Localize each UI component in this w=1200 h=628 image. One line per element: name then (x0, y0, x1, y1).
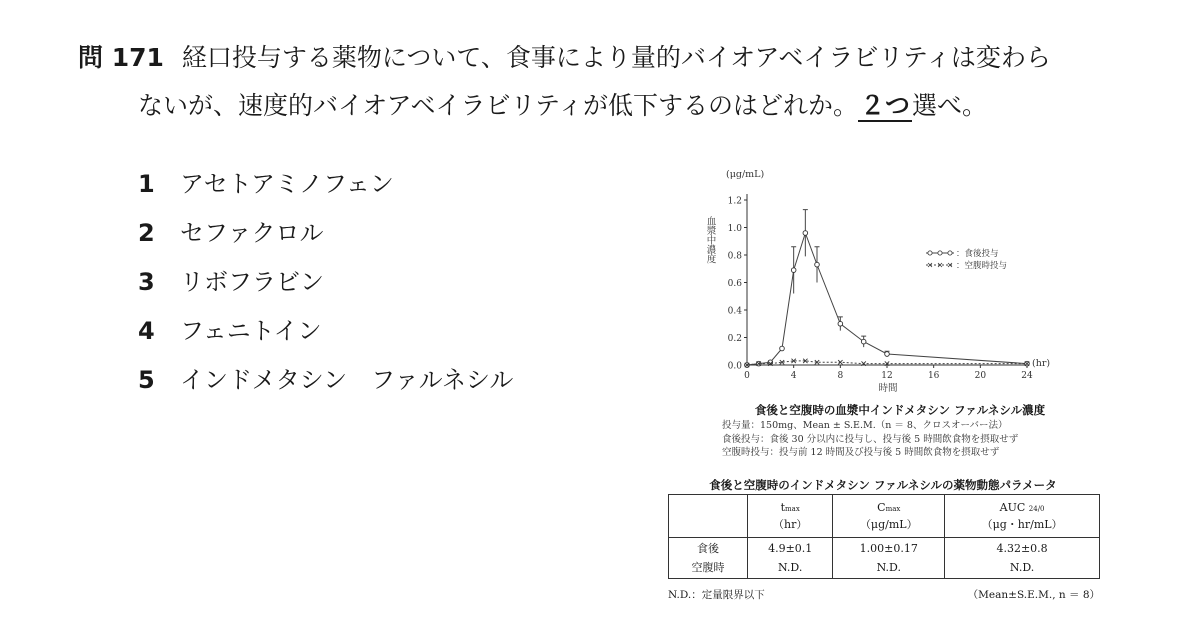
x-tick-label: 16 (927, 371, 940, 381)
header-tmax-sub: max (785, 504, 800, 513)
header-tmax-unit: （hr） (773, 517, 808, 531)
pk-parameter-table (668, 494, 1100, 579)
cell-auc-fasted: N.D. (1009, 561, 1035, 574)
fed-data-point (815, 262, 820, 267)
x-tick-label: 24 (1021, 371, 1033, 381)
question-text-1: 経口投与する薬物について、食事により量的バイオアベイラビリティは変わら (181, 43, 1051, 72)
cell-cmax (833, 538, 945, 579)
cell-tmax-fasted: N.D. (778, 561, 803, 574)
option-number: 2 (138, 219, 155, 247)
table-title: 食後と空腹時のインドメタシン ファルネシルの薬物動態パラメータ (709, 478, 1057, 492)
cell-cmax-fasted: N.D. (876, 561, 901, 574)
x-tick-label: 0 (744, 371, 750, 381)
header-tmax (748, 495, 833, 538)
header-auc-sub: 24/0 (1028, 504, 1045, 513)
option-number: 3 (138, 268, 155, 296)
legend-label-fasted: ：空腹時投与 (956, 261, 1008, 271)
chart-y-label: 血漿中濃度 (704, 216, 716, 264)
header-cmax-sub: max (885, 504, 901, 513)
x-tick-label: 12 (881, 371, 893, 381)
answer-options (138, 160, 513, 405)
fed-data-point (791, 268, 796, 273)
y-tick-label: 0.4 (727, 306, 742, 317)
option-1[interactable] (138, 160, 513, 209)
option-number: 4 (138, 317, 155, 345)
header-auc-main: AUC (999, 500, 1026, 514)
row-label-fasted-text: 空腹時 (691, 561, 725, 574)
cell-auc (945, 538, 1100, 579)
cell-cmax-fed: 1.00±0.17 (859, 542, 918, 555)
question-text-2: ないが、速度的バイオアベイラビリティが低下するのはどれか。 (138, 91, 859, 120)
y-tick-label: 1.0 (727, 224, 742, 234)
concentration-chart (690, 160, 1110, 400)
option-3[interactable] (138, 258, 513, 307)
y-tick-label: 0.0 (727, 361, 742, 372)
y-tick-label: 0.8 (727, 251, 742, 262)
note-fasted: 空腹時投与：投与前 12 時間及び投与後 5 時間飲食物を摂取せず (722, 447, 1000, 458)
note-dose: 投与量：150mg、Mean ± S.E.M.（n ＝ 8、クロスオーバー法） (722, 420, 1008, 431)
legend-marker (948, 251, 952, 255)
header-cmax (833, 495, 945, 538)
question-text-3: 選べ。 (912, 91, 988, 120)
option-number: 5 (138, 366, 155, 394)
y-tick-label: 1.2 (727, 196, 742, 207)
table-row (669, 538, 1100, 579)
question-emphasis: ２つ (860, 91, 911, 120)
table-corner-cell (669, 495, 748, 538)
cell-tmax (748, 538, 833, 579)
x-tick-label: 8 (837, 371, 844, 381)
option-label: リボフラビン (180, 268, 324, 296)
header-tmax-main: t (780, 500, 786, 514)
cell-tmax-fed: 4.9±0.1 (768, 542, 813, 555)
option-number: 1 (138, 170, 155, 198)
y-tick-label: 0.2 (727, 334, 742, 344)
fed-data-point (885, 352, 890, 357)
x-tick-label: 4 (790, 371, 797, 381)
fed-data-point (780, 346, 785, 351)
question-line-1 (78, 36, 1051, 80)
question-number: 問 171 (78, 43, 164, 72)
x-tick-label: 20 (974, 371, 987, 381)
table-header-row (669, 495, 1100, 538)
option-label: アセトアミノフェン (180, 170, 394, 198)
chart-unit-label: (μg/mL) (726, 169, 765, 180)
fed-data-point (838, 321, 843, 326)
option-label: セファクロル (180, 219, 324, 247)
y-tick-label: 0.6 (727, 279, 742, 289)
legend-marker (928, 251, 932, 255)
legend-label-fed: ：食後投与 (956, 249, 999, 259)
cell-auc-fed: 4.32±0.8 (996, 542, 1048, 555)
fed-data-point (803, 231, 808, 236)
chart-x-unit: (hr) (1032, 358, 1051, 369)
legend-marker (938, 251, 942, 255)
header-auc-unit: （μg・hr/mL） (981, 517, 1063, 531)
table-note-nd: N.D.：定量限界以下 (668, 589, 765, 601)
option-5[interactable] (138, 356, 513, 405)
header-cmax-main: C (877, 500, 886, 514)
option-2[interactable] (138, 209, 513, 258)
option-label: フェニトイン (180, 317, 322, 345)
option-4[interactable] (138, 307, 513, 356)
chart-notes (722, 419, 1018, 460)
row-label-fed-text: 食後 (697, 542, 719, 555)
chart-x-label: 時間 (878, 383, 898, 394)
row-label-fed (669, 538, 748, 579)
table-note-stats: （Mean±S.E.M., n ＝ 8） (967, 589, 1100, 601)
option-label: インドメタシン ファルネシル (180, 366, 514, 394)
fasted-series-line (747, 361, 1027, 365)
header-auc (945, 495, 1100, 538)
question-line-2 (138, 84, 987, 128)
header-cmax-unit: （μg/mL） (859, 517, 918, 531)
chart-caption-title: 食後と空腹時の血漿中インドメタシン ファルネシル濃度 (754, 403, 1046, 417)
note-fed: 食後投与：食後 30 分以内に投与し、投与後 5 時間飲食物を摂取せず (722, 433, 1019, 445)
fed-data-point (861, 339, 866, 344)
